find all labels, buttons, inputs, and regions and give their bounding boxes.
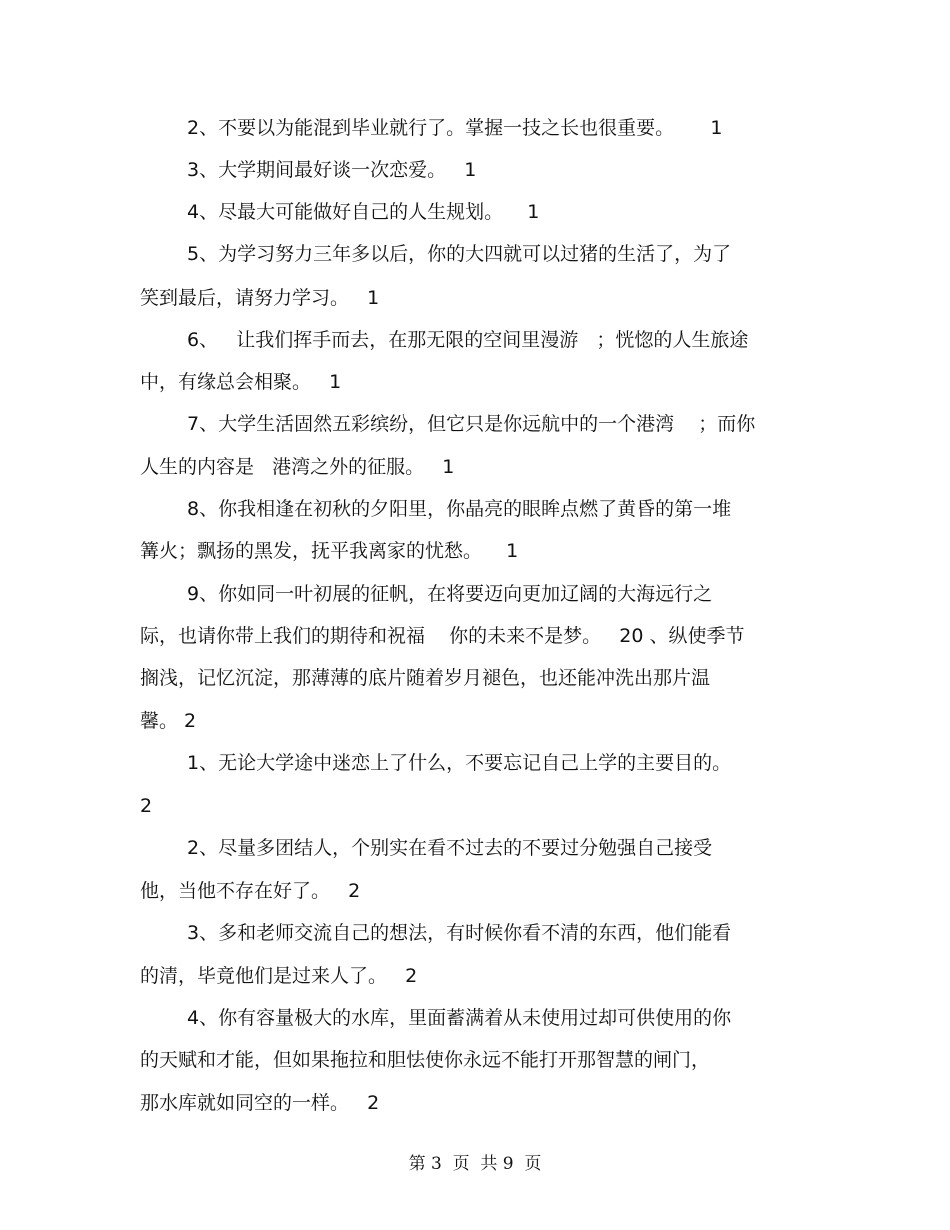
text-line: 4、你有容量极大的水库，里面蓄满着从未使用过却可供使用的你: [187, 1007, 732, 1029]
text-line: 7、大学生活固然五彩缤纷，但它只是你远航中的一个港湾 ；而你: [187, 413, 756, 435]
text-line: 9、你如同一叶初展的征帆，在将要迈向更加辽阔的大海远行之: [187, 583, 713, 605]
text-line: 2: [140, 795, 153, 817]
text-line: 3、多和老师交流自己的想法，有时候你看不清的东西，他们能看: [187, 922, 732, 944]
text-line: 5、为学习努力三年多以后，你的大四就可以过猪的生活了，为了: [187, 243, 732, 265]
text-line: 他，当他不存在好了。 2: [140, 880, 361, 902]
text-line: 3、大学期间最好谈一次恋爱。 1: [187, 159, 477, 181]
text-line: 8、你我相逢在初秋的夕阳里，你晶亮的眼眸点燃了黄昏的第一堆: [187, 498, 732, 520]
text-line: 笑到最后，请努力学习。 1: [140, 287, 380, 309]
text-line: 2、尽量多团结人，个别实在看不过去的不要过分勉强自己接受: [187, 837, 713, 859]
text-line: 6、 让我们挥手而去，在那无限的空间里漫游 ；恍惚的人生旅途: [187, 329, 749, 351]
text-line: 中，有缘总会相聚。 1: [140, 371, 342, 393]
text-line: 馨。 2: [140, 710, 197, 732]
text-line: 那水库就如同空的一样。 2: [140, 1092, 380, 1114]
text-line: 搁浅，记忆沉淀，那薄薄的底片随着岁月褪色，也还能冲洗出那片温: [140, 667, 711, 689]
page-footer: 第 3 页 共 9 页: [408, 1154, 542, 1174]
text-line: 人生的内容是 港湾之外的征服。 1: [140, 456, 455, 478]
text-line: 4、尽最大可能做好自己的人生规划。 1: [187, 201, 540, 223]
text-line: 2、不要以为能混到毕业就行了。掌握一技之长也很重要。 1: [187, 117, 723, 139]
text-line: 际，也请你带上我们的期待和祝福 你的未来不是梦。 20 、纵使季节: [140, 625, 745, 647]
text-line: 1、无论大学途中迷恋上了什么，不要忘记自己上学的主要目的。: [187, 752, 732, 774]
text-line: 篝火；飘扬的黑发，抚平我离家的忧愁。 1: [140, 540, 519, 562]
text-line: 的天赋和才能，但如果拖拉和胆怯使你永远不能打开那智慧的闸门，: [140, 1049, 711, 1071]
text-line: 的清，毕竟他们是过来人了。 2: [140, 965, 418, 987]
